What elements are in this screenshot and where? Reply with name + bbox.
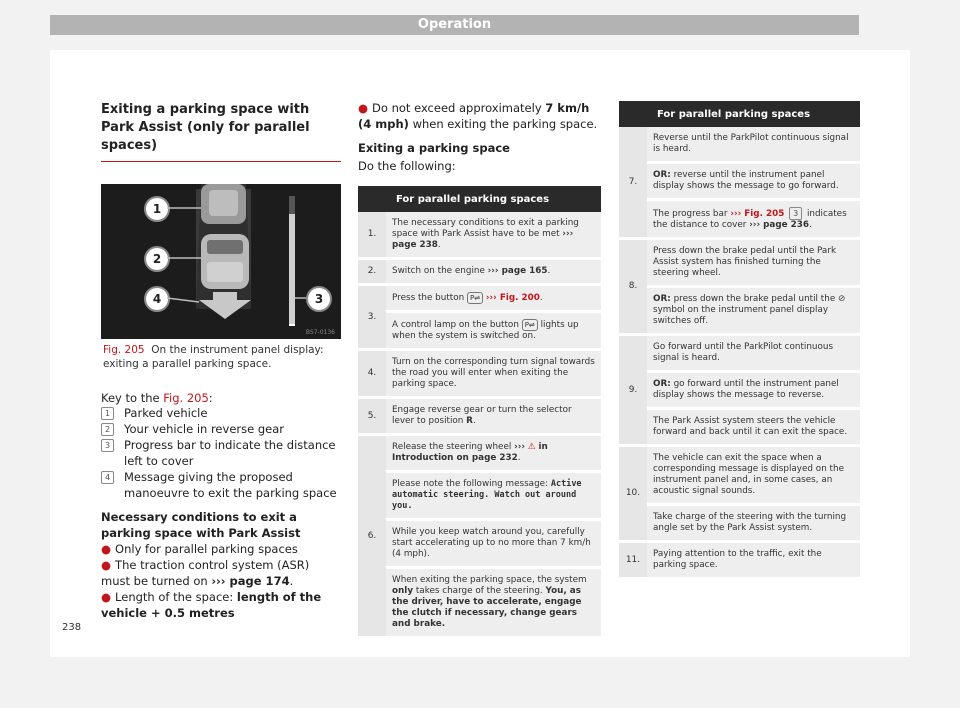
key-item: [101, 405, 341, 421]
column-middle: [358, 101, 601, 639]
step-text: When exiting the parking space, the system: [392, 575, 587, 585]
key-text: Message giving the proposed manoeuvre to exit the parking space: [124, 470, 337, 500]
step-text: Release the steering wheel: [392, 442, 512, 452]
step-number: 2.: [358, 259, 386, 285]
do-following: Do the following:: [358, 159, 456, 173]
condition-text: Only for parallel parking spaces: [115, 542, 298, 556]
key-intro-ref: Fig. 205: [163, 391, 209, 405]
table-row: [619, 409, 860, 446]
step-number: 4.: [358, 350, 386, 398]
step-number: 10.: [619, 446, 647, 542]
speed-post: when exiting the parking space.: [412, 117, 598, 131]
key-text: Progress bar to indicate the distance left to cover: [124, 438, 336, 468]
step-or: OR:: [653, 170, 671, 180]
step-text: Go forward until the ParkPilot continuous signal is heard.: [647, 335, 860, 372]
key-num: 1: [101, 407, 114, 420]
condition-ref[interactable]: ››› page 174: [211, 574, 290, 588]
key-intro-suffix: :: [208, 391, 213, 405]
callout-4: 4: [144, 286, 170, 312]
step-text: The vehicle can exit the space when a corresponding message is displayed on the instrument panel and, in some cases, an acoustic signal sounds.: [647, 446, 860, 505]
table-row: [619, 542, 860, 579]
callout-3: 3: [306, 286, 332, 312]
table-row: [619, 127, 860, 163]
step-text: Switch on the engine: [392, 266, 485, 276]
condition-item: ● The traction control system (ASR) must be turned on ››› page 174.: [101, 558, 310, 588]
speed-pre: Do not exceed approximately: [372, 101, 542, 115]
step-text: The progress bar: [653, 209, 728, 219]
key-item: [101, 469, 341, 501]
step-number: 6.: [358, 435, 386, 638]
key-intro: [101, 391, 341, 405]
step-text: symbol on the instrument panel display switches off.: [653, 305, 829, 326]
step-text: takes charge of the steering.: [415, 586, 543, 596]
page-header: Operation: [50, 15, 859, 35]
table-row: 5. Engage reverse gear or turn the selector lever to position R.: [358, 398, 601, 435]
table-row: [358, 350, 601, 398]
speed-note: ● Do not exceed approximately 7 km/h (4 mph) when exiting the parking space.: [358, 101, 598, 131]
step-bold: R: [466, 416, 473, 426]
caption-ref: Fig. 205: [103, 344, 145, 356]
section-title: Exiting a parking space with Park Assist (only for parallel spaces): [101, 101, 341, 162]
step-number: 11.: [619, 542, 647, 579]
table-row: [358, 472, 601, 520]
step-text: go forward until the instrument panel display shows the message to reverse.: [653, 379, 839, 400]
step-ref[interactable]: ››› Fig. 200: [485, 293, 540, 303]
step-text: The necessary conditions to exit a parking space with Park Assist have to be met: [392, 218, 579, 239]
callout-1: 1: [144, 196, 170, 222]
table-row: [619, 446, 860, 505]
table-row: [619, 239, 860, 287]
step-ref[interactable]: ››› Fig. 205: [730, 209, 785, 219]
step-number: 5.: [358, 398, 386, 435]
key-text: Your vehicle in reverse gear: [124, 422, 284, 436]
step-text: The Park Assist system steers the vehicle forward and back until it can exit the space.: [647, 409, 860, 446]
speed-bold: 7 km/h (4 mph): [358, 101, 590, 131]
table-row: 2. Switch on the engine ››› page 165.: [358, 259, 601, 285]
table-row: 3. Press the button P⇌ ››› Fig. 200.: [358, 285, 601, 312]
step-ref[interactable]: ››› page 165: [487, 266, 548, 276]
step-text: Turn on the corresponding turn signal towards the road you will enter when exiting the parking space.: [386, 350, 601, 398]
table-row: [358, 520, 601, 568]
step-number: 7.: [619, 127, 647, 239]
step-text: While you keep watch around you, carefully start accelerating up to no more than 7 km/h (4 mph).: [386, 520, 601, 568]
table-row: [358, 568, 601, 638]
key-intro-text: Key to the: [101, 391, 160, 405]
step-text: A control lamp on the button: [392, 320, 519, 330]
callout-2: 2: [144, 246, 170, 272]
step-number: 9.: [619, 335, 647, 446]
key-item: [101, 421, 341, 437]
table-header: For parallel parking spaces: [386, 186, 601, 212]
step-text: Please note the following message:: [392, 479, 549, 489]
step-ref[interactable]: ››› page 238: [392, 229, 574, 250]
step-number: 8.: [619, 239, 647, 335]
step-text: Press the button: [392, 293, 465, 303]
steps-table-1: [358, 186, 601, 639]
step-text: reverse until the instrument panel display shows the message to go forward.: [653, 170, 839, 191]
step-number: 3.: [358, 285, 386, 350]
step-or: OR:: [653, 294, 671, 304]
step-text: press down the brake pedal until the: [673, 294, 836, 304]
step-ref[interactable]: ››› page 236: [749, 220, 810, 230]
step-bold: only: [392, 586, 414, 596]
step-bold: You, as the driver, have to accelerate, engage the clutch if necessary, change gears and brake.: [392, 586, 582, 629]
park-assist-button-icon: P⇌: [522, 319, 538, 331]
step-text: lights up when the system is switched on.: [392, 320, 579, 341]
key-num: 4: [101, 471, 114, 484]
table-row: [619, 287, 860, 335]
key-item: [101, 437, 341, 469]
table-row: [358, 312, 601, 350]
step-text: indicates the distance to cover: [653, 209, 847, 230]
step-text: Engage reverse gear or turn the selector lever to position: [392, 405, 572, 426]
step-text: Reverse until the ParkPilot continuous signal is heard.: [647, 127, 860, 163]
caption-text: On the instrument panel display: exiting a parallel parking space.: [103, 344, 324, 370]
key-num: 2: [101, 423, 114, 436]
display-message: Active automatic steering. Watch out around you.: [392, 479, 582, 511]
column-left: [101, 101, 341, 621]
step-ref[interactable]: ›››: [514, 442, 525, 452]
table-row: [619, 505, 860, 542]
condition-item: ● Length of the space: length of the vehicle + 0.5 metres: [101, 590, 322, 620]
page-number: 238: [62, 622, 82, 633]
step-or: OR:: [653, 379, 671, 389]
table-row: [619, 335, 860, 372]
park-assist-button-icon: P⇌: [467, 292, 483, 304]
exiting-title: Exiting a parking space: [358, 141, 510, 155]
figure-key-number: 3: [789, 207, 802, 220]
steering-wheel-icon: ⊘: [838, 294, 846, 304]
callout-lines: [101, 184, 341, 339]
condition-item: ● Only for parallel parking spaces: [101, 542, 298, 556]
condition-bold: length of the vehicle + 0.5 metres: [101, 590, 322, 620]
warning-icon: ⚠: [527, 442, 536, 452]
step-text: Take charge of the steering with the turning angle set by the Park Assist system.: [647, 505, 860, 542]
table-row: 6. Release the steering wheel ››› ⚠ in Introduction on page 232.: [358, 435, 601, 472]
step-number: 1.: [358, 212, 386, 259]
conditions-title: Necessary conditions to exit a parking space with Park Assist: [101, 510, 301, 540]
steps-table-2: [619, 101, 860, 580]
step-text: Press down the brake pedal until the Park Assist system has finished turning the steering wheel.: [647, 239, 860, 287]
column-right: [619, 101, 860, 580]
condition-text: Length of the space:: [115, 590, 234, 604]
table-row: The progress bar ››› Fig. 205 3 indicates the distance to cover ››› page 236.: [619, 200, 860, 239]
table-row: 1. The necessary conditions to exit a parking space with Park Assist have to be met ››› page 238.: [358, 212, 601, 259]
key-num: 3: [101, 439, 114, 452]
step-text: Paying attention to the traffic, exit the parking space.: [647, 542, 860, 579]
table-row: [619, 163, 860, 200]
table-row: [619, 372, 860, 409]
figure-image: [101, 184, 341, 339]
figure-code: BS7-0136: [305, 329, 335, 336]
key-text: Parked vehicle: [124, 406, 208, 420]
condition-text: The traction control system (ASR) must be turned on: [101, 558, 310, 588]
step-ref[interactable]: in Introduction on page 232: [392, 442, 548, 463]
figure-caption: [101, 343, 341, 371]
table-header: For parallel parking spaces: [647, 101, 860, 127]
